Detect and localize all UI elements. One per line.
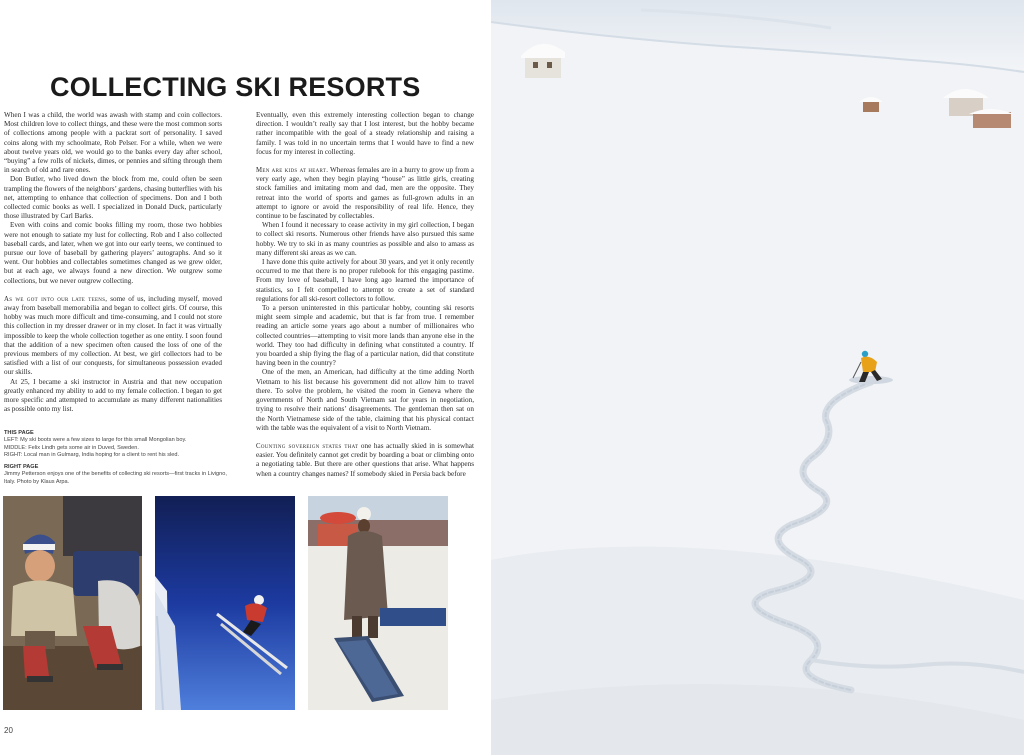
section-lead: Counting sovereign states that — [256, 442, 359, 450]
caption-heading: THIS PAGE — [4, 430, 34, 436]
paragraph: I have done this quite actively for about 30 years, and yet it only recently occurred to me that there is no proper rulebook for this engaging pastime. From my love of baseball, I have long ago learned the importance of statistics, so I felt compelled to attempt to create a set of standard regulations for all ski-resort collectors to follow. — [256, 258, 474, 303]
caption-this-page — [4, 430, 232, 459]
paragraph: Even with coins and comic books filling my room, those two hobbies were not enough to satiate my lust for collecting. Rob and I also collected baseball cards, and later, when we got into our early teens, we continued to pursue our love of baseball by gathering players’ autographs. And so it went. Our hobbies and collectables sometimes changed as we grew older, but at each age, we always found a new direction. We outgrew some collections, but we never outgrew collecting. — [4, 221, 222, 285]
caption-line: RIGHT: Local man in Gulmarg, India hoping for a client to rent his sled. — [4, 451, 180, 458]
section-lead: As we got into our late teens, — [4, 295, 108, 303]
photo-captions — [4, 430, 232, 491]
photo-skier-first-tracks — [491, 0, 1024, 755]
caption-line: LEFT: My ski boots were a few sizes to large for this small Mongolian boy. — [4, 437, 187, 444]
paragraph — [256, 442, 474, 479]
page-number: 20 — [4, 726, 13, 735]
text-column-right — [256, 111, 474, 479]
paragraph: To a person uninterested in this particular hobby, counting ski resorts might seem simple and academic, but that is far from true. I remember reading an article some years ago about a number of millionaires who collected countries—attempting to visit more lands than anyone else in the world. They too had difficulty in defining what constituted a country. If you boarded a ship flying the flag of a particular nation, did that constitute having been in the country? — [256, 304, 474, 368]
paragraph: Eventually, even this extremely interesting collection began to change direction. I wouldn’t really say that I lost interest, but the hobby became rather incompatible with the goal of a steady relationship and raising a family. I was told in no uncertain terms that I would have to find a new focus for my interest in collecting. — [256, 111, 474, 156]
paragraph-text: some of us, including myself, moved away from baseball memorabilia and began to collect girls. Of course, this hobby was much more difficult and time-consuming, and I could not store this collection in my dresser drawer or in my closet. In fact it was virtually impossible to keep the whole collection together as one entity. I soon found that the addition of a new specimen often caused the loss of one of the previous members of my collection. At best, we girl collectors had to be satisfied with a list of our conquests, for simultaneous possession evaded our skills. — [4, 294, 222, 377]
left-page — [0, 0, 490, 755]
paragraph-text: one has actually skied in is somewhat easier. You definitely cannot get credit by boarding a boat or climbing onto a negotiating table. But there are other questions that arise. What happens when a country changes names? If somebody skied in Persia back before — [256, 441, 474, 478]
paragraph — [4, 295, 222, 378]
paragraph — [256, 166, 474, 221]
paragraph: When I found it necessary to cease activity in my girl collection, I began to collect ski resorts. Numerous other friends have also pursued this same hobby. We try to ski in as many countries as possible and also to amass as many different ski areas as we can. — [256, 221, 474, 257]
photo-boy-ski-boots — [3, 496, 142, 710]
photo-man-with-sled — [308, 496, 448, 710]
article-title: COLLECTING SKI RESORTS — [50, 72, 421, 102]
paragraph-text: Whereas females are in a hurry to grow up from a very early age, when they begin playing “house” as little girls, creating stock families and imitating mom and dad, men are the opposite. They retreat into the world of sports and games as full-grown adults in an attempt to ignore or avoid the responsibility of real life. Hence, they continue to be fascinated by collectables. — [256, 166, 474, 221]
paragraph: At 25, I became a ski instructor in Austria and that new occupation greatly enhanced my ability to add to my female collection. I began to get more specific and attempted to accumulate as many different nationalities as possible onto my list. — [4, 377, 222, 414]
caption-line: MIDDLE: Felix Lindh gets some air in Duved, Sweden. — [4, 444, 139, 451]
text-column-left — [4, 111, 222, 415]
caption-right-page — [4, 464, 232, 486]
paragraph: When I was a child, the world was awash with stamp and coin collectors. Most children love to collect things, and these were the most common sorts of collections among people with a packrat sort of personality. I saved coins along with my schoolmate, Rob Pelser. For a while, when we were about twelve years old, we would go to the banks every day after school, “buying” a few rolls of nickels, dimes, or pennies and sifting through them in search of old and rare ones. — [4, 111, 222, 175]
section-lead: Men are kids at heart. — [256, 167, 329, 175]
caption-heading: RIGHT PAGE — [4, 464, 39, 471]
paragraph: Don Butler, who lived down the block from me, could often be seen trampling the flowers of the neighbors’ gardens, chasing butterflies with his net, attempting to enhance that collection of specimens. Don and I both collected comic books as well. I specialized in Donald Duck, particularly those illustrated by Carl Barks. — [4, 175, 222, 221]
photo-skier-jump — [155, 496, 295, 710]
caption-line: Jimmy Petterson enjoys one of the benefits of collecting ski resorts—first tracks in Livigno, Italy. Photo by Klaus Arpa. — [4, 471, 227, 485]
paragraph: One of the men, an American, had difficulty at the time adding North Vietnam to his list because his government did not allow him to travel there. To solve the problem, he visited the room in Geneva where the governments of North and South Vietnam sat for years in negotiation, trying to resolve their nations’ disagreements. The gentleman then sat on the North Vietnamese side of the table, claiming that his physical contact with the table was the equivalent of a visit to North Vietnam. — [256, 368, 474, 432]
